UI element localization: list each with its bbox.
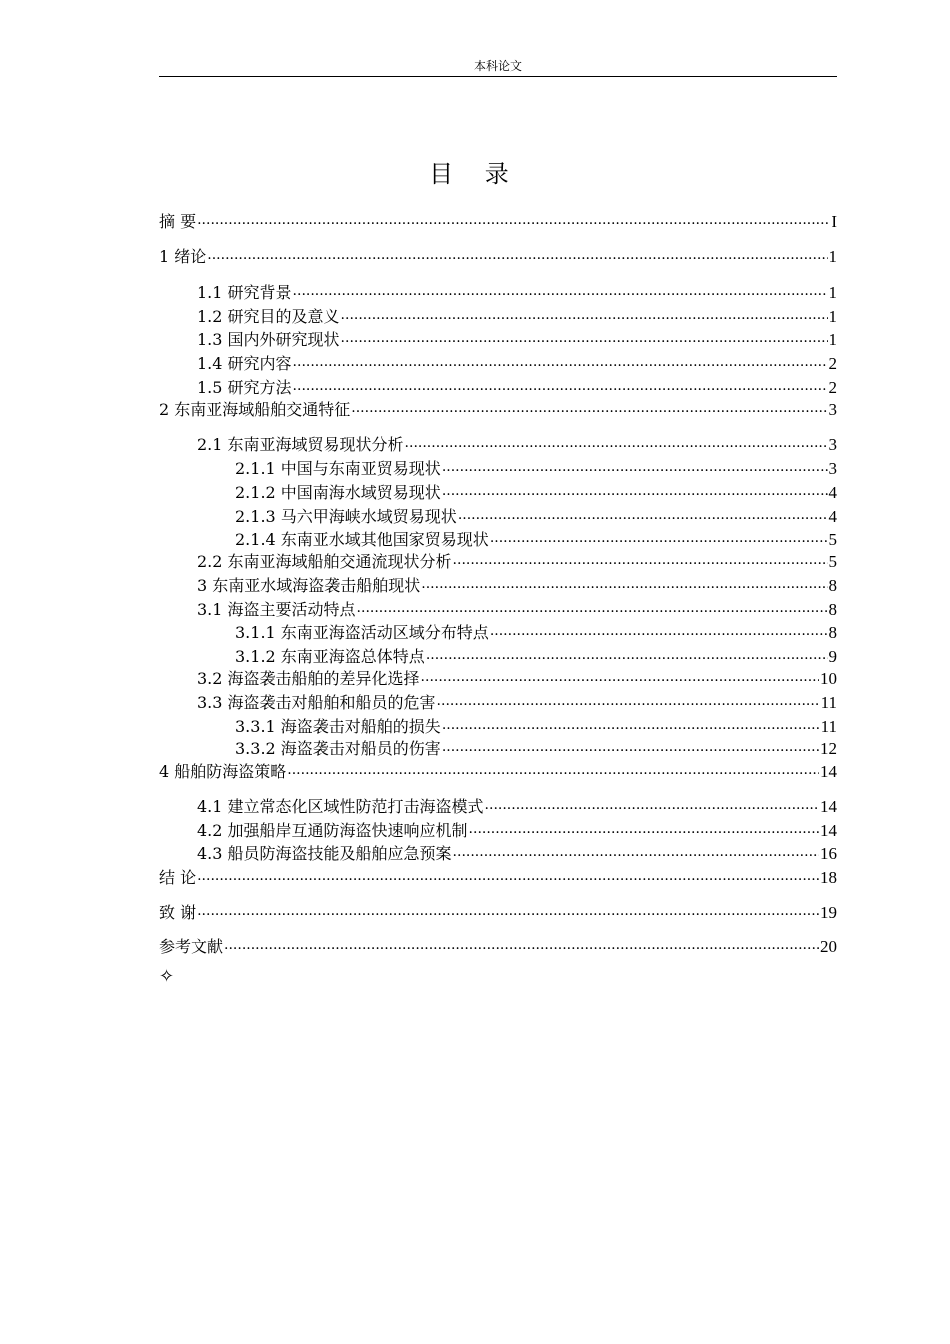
toc-entry[interactable] [159, 550, 837, 572]
toc-entry[interactable] [159, 598, 837, 620]
toc-entry[interactable] [159, 715, 837, 737]
toc-entry[interactable] [159, 574, 837, 596]
toc-entry-label: 结 论 [159, 868, 197, 887]
toc-leader-dots [442, 456, 828, 477]
toc-entry-page: 2 [828, 378, 837, 397]
toc-entry-page: 9 [828, 647, 837, 666]
toc-entry-label: 1.4 研究内容 [197, 354, 292, 373]
toc-entry-label: 致 谢 [159, 903, 197, 922]
toc-entry-label: 4.2 加强船岸互通防海盗快速响应机制 [197, 821, 468, 840]
toc-leader-dots [293, 375, 828, 396]
toc-leader-dots [207, 244, 827, 265]
toc-leader-dots [351, 397, 827, 418]
toc-entry[interactable] [159, 528, 837, 550]
toc-entry-label: 3.1.2 东南亚海盗总体特点 [235, 647, 425, 666]
toc-entry-page: 1 [828, 247, 837, 266]
toc-entry-page: 14 [820, 762, 837, 781]
toc-entry-page: 4 [828, 483, 837, 502]
toc-entry-label: 3.3 海盗袭击对船舶和船员的危害 [197, 693, 436, 712]
toc-entry-page: 16 [820, 844, 837, 863]
toc-entry-label: 1.3 国内外研究现状 [197, 330, 340, 349]
toc-entry-label: 3.1.1 东南亚海盗活动区域分布特点 [235, 623, 489, 642]
toc-entry-label: 1.1 研究背景 [197, 283, 292, 302]
toc-leader-dots [421, 573, 827, 594]
paragraph-mark-icon: ✧ [159, 966, 175, 987]
toc-leader-dots [469, 818, 819, 839]
toc-entry-page: 12 [820, 739, 837, 758]
toc-entry[interactable] [159, 667, 837, 689]
toc-entry-label: 2.1 东南亚海域贸易现状分析 [197, 435, 404, 454]
toc-leader-dots [405, 432, 828, 453]
toc-entry-label: 1.2 研究目的及意义 [197, 307, 340, 326]
toc-leader-dots [224, 934, 819, 955]
toc-entry[interactable] [159, 481, 837, 503]
toc-entry[interactable] [159, 842, 837, 864]
header-text: 本科论文 [473, 59, 522, 73]
toc-entry-page: 8 [828, 576, 837, 595]
toc-leader-dots [287, 759, 819, 780]
toc-leader-dots [490, 620, 828, 641]
toc-entry-page: 1 [828, 330, 837, 349]
toc-entry-page: 20 [820, 937, 837, 956]
page-header [159, 59, 837, 77]
toc-entry-page: 10 [820, 669, 837, 688]
toc-leader-dots [293, 351, 828, 372]
toc-entry[interactable] [159, 305, 837, 327]
toc-entry-label: 2 东南亚海域船舶交通特征 [159, 400, 351, 419]
toc-entry-label: 1 绪论 [159, 247, 207, 266]
toc-entry-label: 1.5 研究方法 [197, 378, 292, 397]
toc-entry-page: 14 [820, 821, 837, 840]
toc-entry-label: 2.1.3 马六甲海峡水域贸易现状 [235, 507, 457, 526]
toc-entry-label: 2.1.2 中国南海水域贸易现状 [235, 483, 441, 502]
toc-entry-page: 3 [828, 435, 837, 454]
toc-leader-dots [421, 666, 819, 687]
toc-entry-page: 5 [828, 552, 837, 571]
toc-entry-page: 18 [820, 868, 837, 887]
toc-entry-label: 参考文献 [159, 937, 224, 956]
toc-entry-page: 5 [828, 530, 837, 549]
toc-entry-page: 8 [828, 623, 837, 642]
toc-entry-page: 2 [828, 354, 837, 373]
toc-entry-label: 摘 要 [159, 212, 197, 231]
toc-entry-label: 2.1.1 中国与东南亚贸易现状 [235, 459, 441, 478]
toc-entry-page: 14 [820, 797, 837, 816]
toc-entry-label: 4.1 建立常态化区域性防范打击海盗模式 [197, 797, 484, 816]
toc-entry[interactable] [159, 433, 837, 455]
toc-leader-dots [341, 327, 828, 348]
toc-entry-label: 3.3.1 海盗袭击对船舶的损失 [235, 717, 441, 736]
toc-entry[interactable] [159, 819, 837, 841]
toc-leader-dots [357, 597, 828, 618]
toc-entry[interactable] [159, 328, 837, 350]
toc-leader-dots [197, 900, 819, 921]
toc-entry[interactable] [159, 457, 837, 479]
toc-entry[interactable] [159, 935, 837, 957]
toc-entry-page: I [831, 212, 837, 231]
toc-entry-page: 19 [820, 903, 837, 922]
toc-entry-label: 3 东南亚水域海盗袭击船舶现状 [197, 576, 421, 595]
toc-entry-page: 8 [828, 600, 837, 619]
toc-leader-dots [293, 280, 828, 301]
toc-entry-label: 3.3.2 海盗袭击对船员的伤害 [235, 739, 441, 758]
toc-entry[interactable] [159, 760, 837, 782]
toc-entry-page: 11 [820, 717, 837, 736]
toc-leader-dots [453, 549, 828, 570]
toc-entry[interactable] [159, 210, 837, 232]
toc-leader-dots [197, 865, 819, 886]
toc-entry-page: 1 [828, 307, 837, 326]
toc-entry-label: 3.2 海盗袭击船舶的差异化选择 [197, 669, 420, 688]
toc-entry-page: 11 [820, 693, 837, 712]
toc-entry[interactable] [159, 795, 837, 817]
toc-leader-dots [426, 644, 828, 665]
toc-entry-page: 3 [828, 400, 837, 419]
toc-entry[interactable] [159, 352, 837, 374]
toc-leader-dots [442, 714, 820, 735]
toc-title: 目 录 [429, 160, 521, 188]
toc-leader-dots [442, 480, 828, 501]
toc-entry-page: 1 [828, 283, 837, 302]
toc-leader-dots [485, 794, 819, 815]
toc-entry[interactable] [159, 245, 837, 267]
toc-entry[interactable] [159, 621, 837, 643]
toc-leader-dots [442, 736, 819, 757]
toc-entry-label: 2.2 东南亚海域船舶交通流现状分析 [197, 552, 452, 571]
toc-entry[interactable] [159, 645, 837, 667]
toc-leader-dots [453, 841, 819, 862]
toc-entry-page: 3 [828, 459, 837, 478]
toc-leader-dots [437, 690, 820, 711]
toc-entry[interactable] [159, 505, 837, 527]
toc-entry[interactable] [159, 376, 837, 398]
toc-entry-page: 4 [828, 507, 837, 526]
toc-entry[interactable] [159, 901, 837, 923]
toc-entry-label: 2.1.4 东南亚水域其他国家贸易现状 [235, 530, 489, 549]
toc-leader-dots [490, 527, 828, 548]
toc-entry[interactable] [159, 398, 837, 420]
toc-entry-label: 4.3 船员防海盗技能及船舶应急预案 [197, 844, 452, 863]
toc-entry-label: 3.1 海盗主要活动特点 [197, 600, 356, 619]
toc-leader-dots [341, 304, 828, 325]
toc-leader-dots [197, 209, 830, 230]
toc-entry[interactable] [159, 281, 837, 303]
toc-entry[interactable] [159, 737, 837, 759]
toc-leader-dots [458, 504, 828, 525]
toc-entry[interactable] [159, 691, 837, 713]
toc-entry[interactable] [159, 866, 837, 888]
toc-entry-label: 4 船舶防海盗策略 [159, 762, 287, 781]
